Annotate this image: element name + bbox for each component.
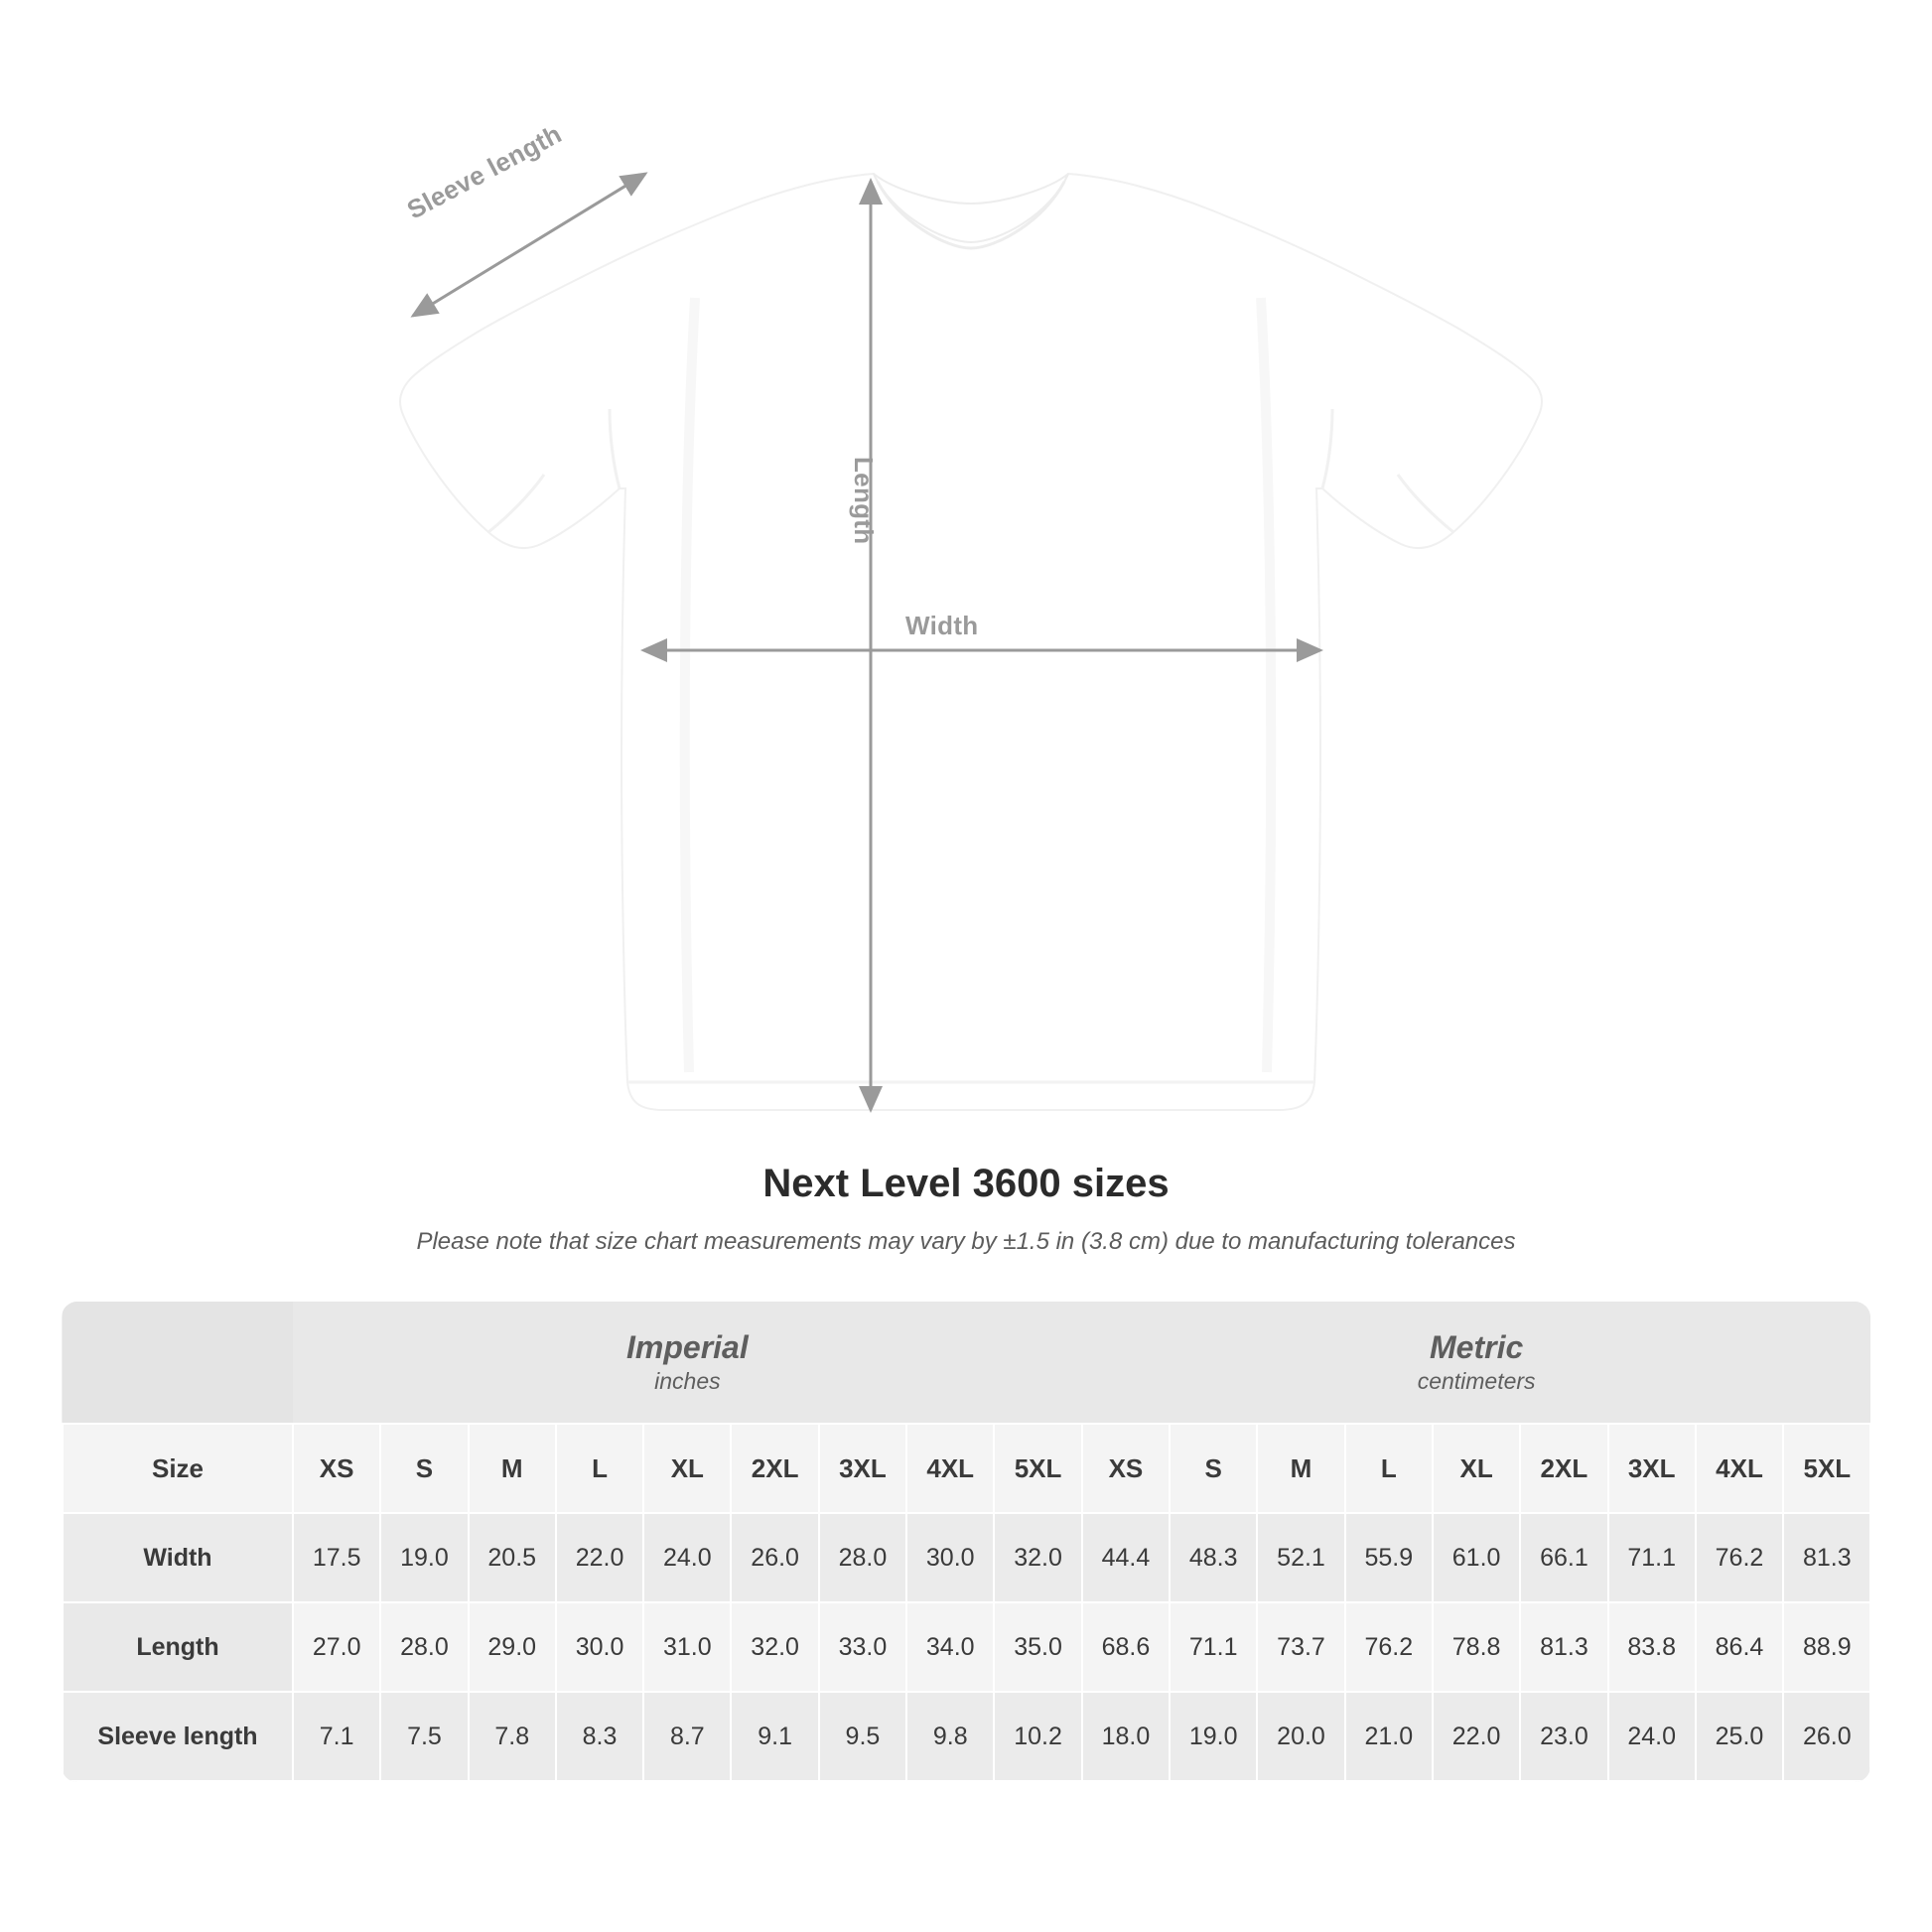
cell-sleeve-metric-3xl: 24.0 <box>1608 1692 1696 1781</box>
cell-length-metric-xs: 68.6 <box>1082 1602 1170 1692</box>
size-header-imperial-s: S <box>380 1424 468 1513</box>
row-label-width: Width <box>63 1513 293 1602</box>
row-label-length: Length <box>63 1602 293 1692</box>
size-header-imperial-xl: XL <box>643 1424 731 1513</box>
cell-length-imperial-l: 30.0 <box>556 1602 643 1692</box>
cell-sleeve-metric-xs: 18.0 <box>1082 1692 1170 1781</box>
size-header-row <box>63 1424 1870 1513</box>
unit-corner-cell <box>63 1302 293 1424</box>
cell-length-metric-m: 73.7 <box>1257 1602 1344 1692</box>
size-header-label: Size <box>63 1424 293 1513</box>
cell-width-imperial-3xl: 28.0 <box>819 1513 906 1602</box>
cell-length-metric-5xl: 88.9 <box>1783 1602 1870 1692</box>
cell-length-imperial-3xl: 33.0 <box>819 1602 906 1692</box>
tshirt-shape <box>400 174 1542 1110</box>
unit-group-metric-name: Metric <box>1430 1329 1524 1366</box>
cell-width-imperial-5xl: 32.0 <box>994 1513 1081 1602</box>
cell-sleeve-imperial-3xl: 9.5 <box>819 1692 906 1781</box>
unit-group-metric <box>1082 1302 1870 1424</box>
cell-width-metric-4xl: 76.2 <box>1696 1513 1783 1602</box>
cell-length-metric-4xl: 86.4 <box>1696 1602 1783 1692</box>
cell-length-imperial-xl: 31.0 <box>643 1602 731 1692</box>
cell-width-metric-m: 52.1 <box>1257 1513 1344 1602</box>
cell-width-imperial-s: 19.0 <box>380 1513 468 1602</box>
size-header-metric-5xl: 5XL <box>1783 1424 1870 1513</box>
cell-width-metric-5xl: 81.3 <box>1783 1513 1870 1602</box>
size-header-metric-xl: XL <box>1433 1424 1520 1513</box>
cell-width-imperial-m: 20.5 <box>469 1513 556 1602</box>
cell-width-metric-3xl: 71.1 <box>1608 1513 1696 1602</box>
cell-width-imperial-xs: 17.5 <box>293 1513 380 1602</box>
cell-width-imperial-2xl: 26.0 <box>731 1513 818 1602</box>
tolerance-note: Please note that size chart measurements may vary by ±1.5 in (3.8 cm) due to manufacturing tolerances <box>416 1228 1516 1255</box>
table-row <box>63 1513 1870 1602</box>
cell-sleeve-metric-2xl: 23.0 <box>1520 1692 1607 1781</box>
cell-sleeve-metric-5xl: 26.0 <box>1783 1692 1870 1781</box>
cell-width-metric-2xl: 66.1 <box>1520 1513 1607 1602</box>
unit-group-imperial <box>293 1302 1082 1424</box>
cell-length-imperial-4xl: 34.0 <box>906 1602 994 1692</box>
cell-sleeve-imperial-5xl: 10.2 <box>994 1692 1081 1781</box>
cell-width-metric-l: 55.9 <box>1345 1513 1433 1602</box>
size-header-metric-xs: XS <box>1082 1424 1170 1513</box>
unit-group-imperial-name: Imperial <box>626 1329 749 1366</box>
cell-sleeve-metric-m: 20.0 <box>1257 1692 1344 1781</box>
length-label: Length <box>849 457 879 545</box>
cell-sleeve-metric-xl: 22.0 <box>1433 1692 1520 1781</box>
table-row <box>63 1602 1870 1692</box>
cell-sleeve-imperial-4xl: 9.8 <box>906 1692 994 1781</box>
cell-length-metric-xl: 78.8 <box>1433 1602 1520 1692</box>
size-header-metric-2xl: 2XL <box>1520 1424 1607 1513</box>
cell-width-imperial-4xl: 30.0 <box>906 1513 994 1602</box>
cell-width-metric-s: 48.3 <box>1170 1513 1257 1602</box>
cell-length-metric-l: 76.2 <box>1345 1602 1433 1692</box>
cell-width-metric-xs: 44.4 <box>1082 1513 1170 1602</box>
cell-width-imperial-xl: 24.0 <box>643 1513 731 1602</box>
cell-sleeve-metric-s: 19.0 <box>1170 1692 1257 1781</box>
cell-width-metric-xl: 61.0 <box>1433 1513 1520 1602</box>
cell-length-metric-s: 71.1 <box>1170 1602 1257 1692</box>
size-table <box>62 1302 1870 1782</box>
cell-sleeve-imperial-l: 8.3 <box>556 1692 643 1781</box>
cell-sleeve-imperial-s: 7.5 <box>380 1692 468 1781</box>
size-header-imperial-xs: XS <box>293 1424 380 1513</box>
cell-sleeve-metric-l: 21.0 <box>1345 1692 1433 1781</box>
page-title: Next Level 3600 sizes <box>762 1162 1170 1205</box>
size-header-imperial-l: L <box>556 1424 643 1513</box>
cell-sleeve-imperial-xl: 8.7 <box>643 1692 731 1781</box>
size-header-imperial-2xl: 2XL <box>731 1424 818 1513</box>
unit-header-row <box>63 1302 1870 1424</box>
cell-length-metric-2xl: 81.3 <box>1520 1602 1607 1692</box>
size-header-imperial-3xl: 3XL <box>819 1424 906 1513</box>
cell-length-imperial-5xl: 35.0 <box>994 1602 1081 1692</box>
size-header-metric-s: S <box>1170 1424 1257 1513</box>
table-row <box>63 1692 1870 1781</box>
cell-length-imperial-m: 29.0 <box>469 1602 556 1692</box>
width-label: Width <box>905 611 979 640</box>
row-label-sleeve-length: Sleeve length <box>63 1692 293 1781</box>
size-table-wrapper <box>62 1302 1870 1782</box>
cell-length-imperial-2xl: 32.0 <box>731 1602 818 1692</box>
size-header-imperial-m: M <box>469 1424 556 1513</box>
unit-group-imperial-sub: inches <box>654 1368 721 1395</box>
size-header-metric-4xl: 4XL <box>1696 1424 1783 1513</box>
size-header-imperial-5xl: 5XL <box>994 1424 1081 1513</box>
cell-sleeve-imperial-2xl: 9.1 <box>731 1692 818 1781</box>
cell-sleeve-metric-4xl: 25.0 <box>1696 1692 1783 1781</box>
title-block <box>0 1162 1932 1256</box>
size-header-metric-m: M <box>1257 1424 1344 1513</box>
size-header-imperial-4xl: 4XL <box>906 1424 994 1513</box>
cell-sleeve-imperial-m: 7.8 <box>469 1692 556 1781</box>
sleeve-length-label: Sleeve length <box>402 118 567 225</box>
cell-length-metric-3xl: 83.8 <box>1608 1602 1696 1692</box>
cell-length-imperial-xs: 27.0 <box>293 1602 380 1692</box>
size-header-metric-l: L <box>1345 1424 1433 1513</box>
cell-length-imperial-s: 28.0 <box>380 1602 468 1692</box>
unit-group-metric-sub: centimeters <box>1417 1368 1536 1395</box>
cell-width-imperial-l: 22.0 <box>556 1513 643 1602</box>
cell-sleeve-imperial-xs: 7.1 <box>293 1692 380 1781</box>
size-header-metric-3xl: 3XL <box>1608 1424 1696 1513</box>
